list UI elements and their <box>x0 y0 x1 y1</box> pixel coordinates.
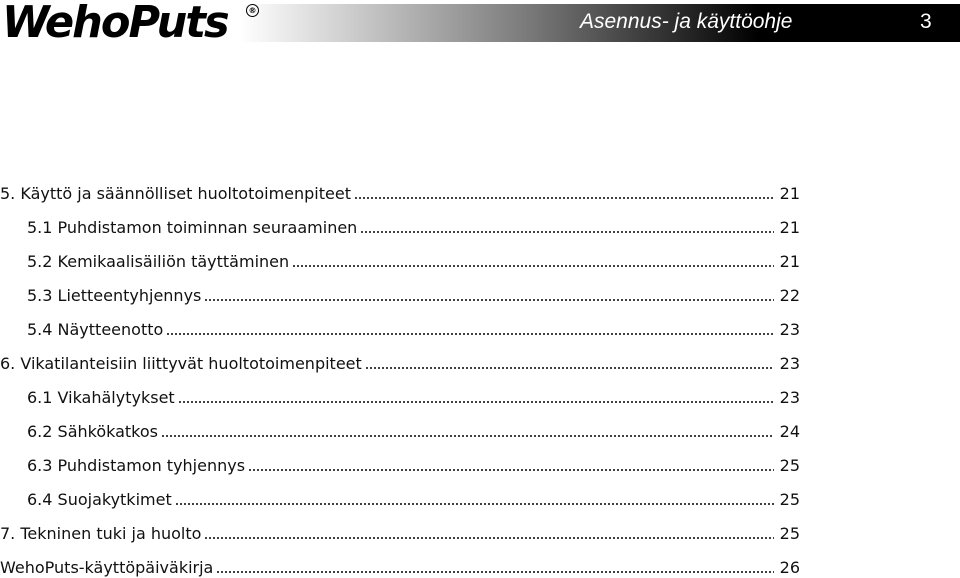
toc-entry <box>0 476 800 510</box>
toc-entry <box>0 170 800 204</box>
toc-entry-label: 6.2 Sähkökatkos <box>27 422 158 441</box>
toc-dot-leader <box>354 196 774 200</box>
toc-entry-page: 24 <box>779 422 800 441</box>
registered-trademark-mark: ® <box>246 4 259 17</box>
toc-entry-page: 23 <box>779 320 800 339</box>
toc-entry <box>0 408 800 442</box>
toc-entry-page: 21 <box>779 184 800 203</box>
toc-entry-label: 5.3 Lietteentyhjennys <box>27 286 202 305</box>
toc-dot-leader <box>248 468 774 472</box>
toc-entry <box>0 544 800 578</box>
toc-entry <box>0 442 800 476</box>
toc-entry-label: 5.1 Puhdistamon toiminnan seuraaminen <box>27 218 358 237</box>
toc-entry-label: 6. Vikatilanteisiin liittyvät huoltotoimenpiteet <box>0 354 362 373</box>
toc-entry-label: 6.1 Vikahälytykset <box>27 388 175 407</box>
toc-dot-leader <box>365 366 774 370</box>
toc-entry <box>0 238 800 272</box>
toc-entry-label: 7. Tekninen tuki ja huolto <box>0 524 202 543</box>
toc-entry <box>0 204 800 238</box>
toc-entry-page: 26 <box>779 558 800 577</box>
toc-entry <box>0 306 800 340</box>
toc-dot-leader <box>360 230 774 234</box>
toc-dot-leader <box>166 332 774 336</box>
toc-entry-page: 25 <box>779 524 800 543</box>
toc-entry-label: 5. Käyttö ja säännölliset huoltotoimenpiteet <box>0 184 351 203</box>
toc-dot-leader <box>175 502 774 506</box>
toc-entry <box>0 272 800 306</box>
toc-entry-page: 21 <box>779 252 800 271</box>
toc-dot-leader <box>204 536 774 540</box>
toc-entry-label: WehoPuts-käyttöpäiväkirja <box>0 558 214 577</box>
toc-entry-label: 6.3 Puhdistamon tyhjennys <box>27 456 246 475</box>
toc-dot-leader <box>292 264 774 268</box>
toc-dot-leader <box>216 570 774 574</box>
toc-entry <box>0 340 800 374</box>
toc-entry-page: 22 <box>779 286 800 305</box>
toc-entry <box>0 374 800 408</box>
toc-dot-leader <box>204 298 774 302</box>
toc-entry-page: 25 <box>779 490 800 509</box>
document-title: Asennus- ja käyttöohje <box>580 10 793 33</box>
toc-entry-label: 6.4 Suojakytkimet <box>27 490 172 509</box>
toc-dot-leader <box>178 400 774 404</box>
page-header <box>0 0 960 46</box>
toc-entry-page: 23 <box>779 388 800 407</box>
toc-entry-label: 5.2 Kemikaalisäiliön täyttäminen <box>27 252 290 271</box>
toc-entry <box>0 510 800 544</box>
table-of-contents <box>0 170 800 578</box>
toc-entry-page: 21 <box>779 218 800 237</box>
page-number: 3 <box>920 10 932 33</box>
toc-entry-label: 5.4 Näytteenotto <box>27 320 164 339</box>
toc-dot-leader <box>161 434 774 438</box>
toc-entry-page: 23 <box>779 354 800 373</box>
wehoputs-logo: WehoPuts <box>2 0 228 48</box>
toc-entry-page: 25 <box>779 456 800 475</box>
